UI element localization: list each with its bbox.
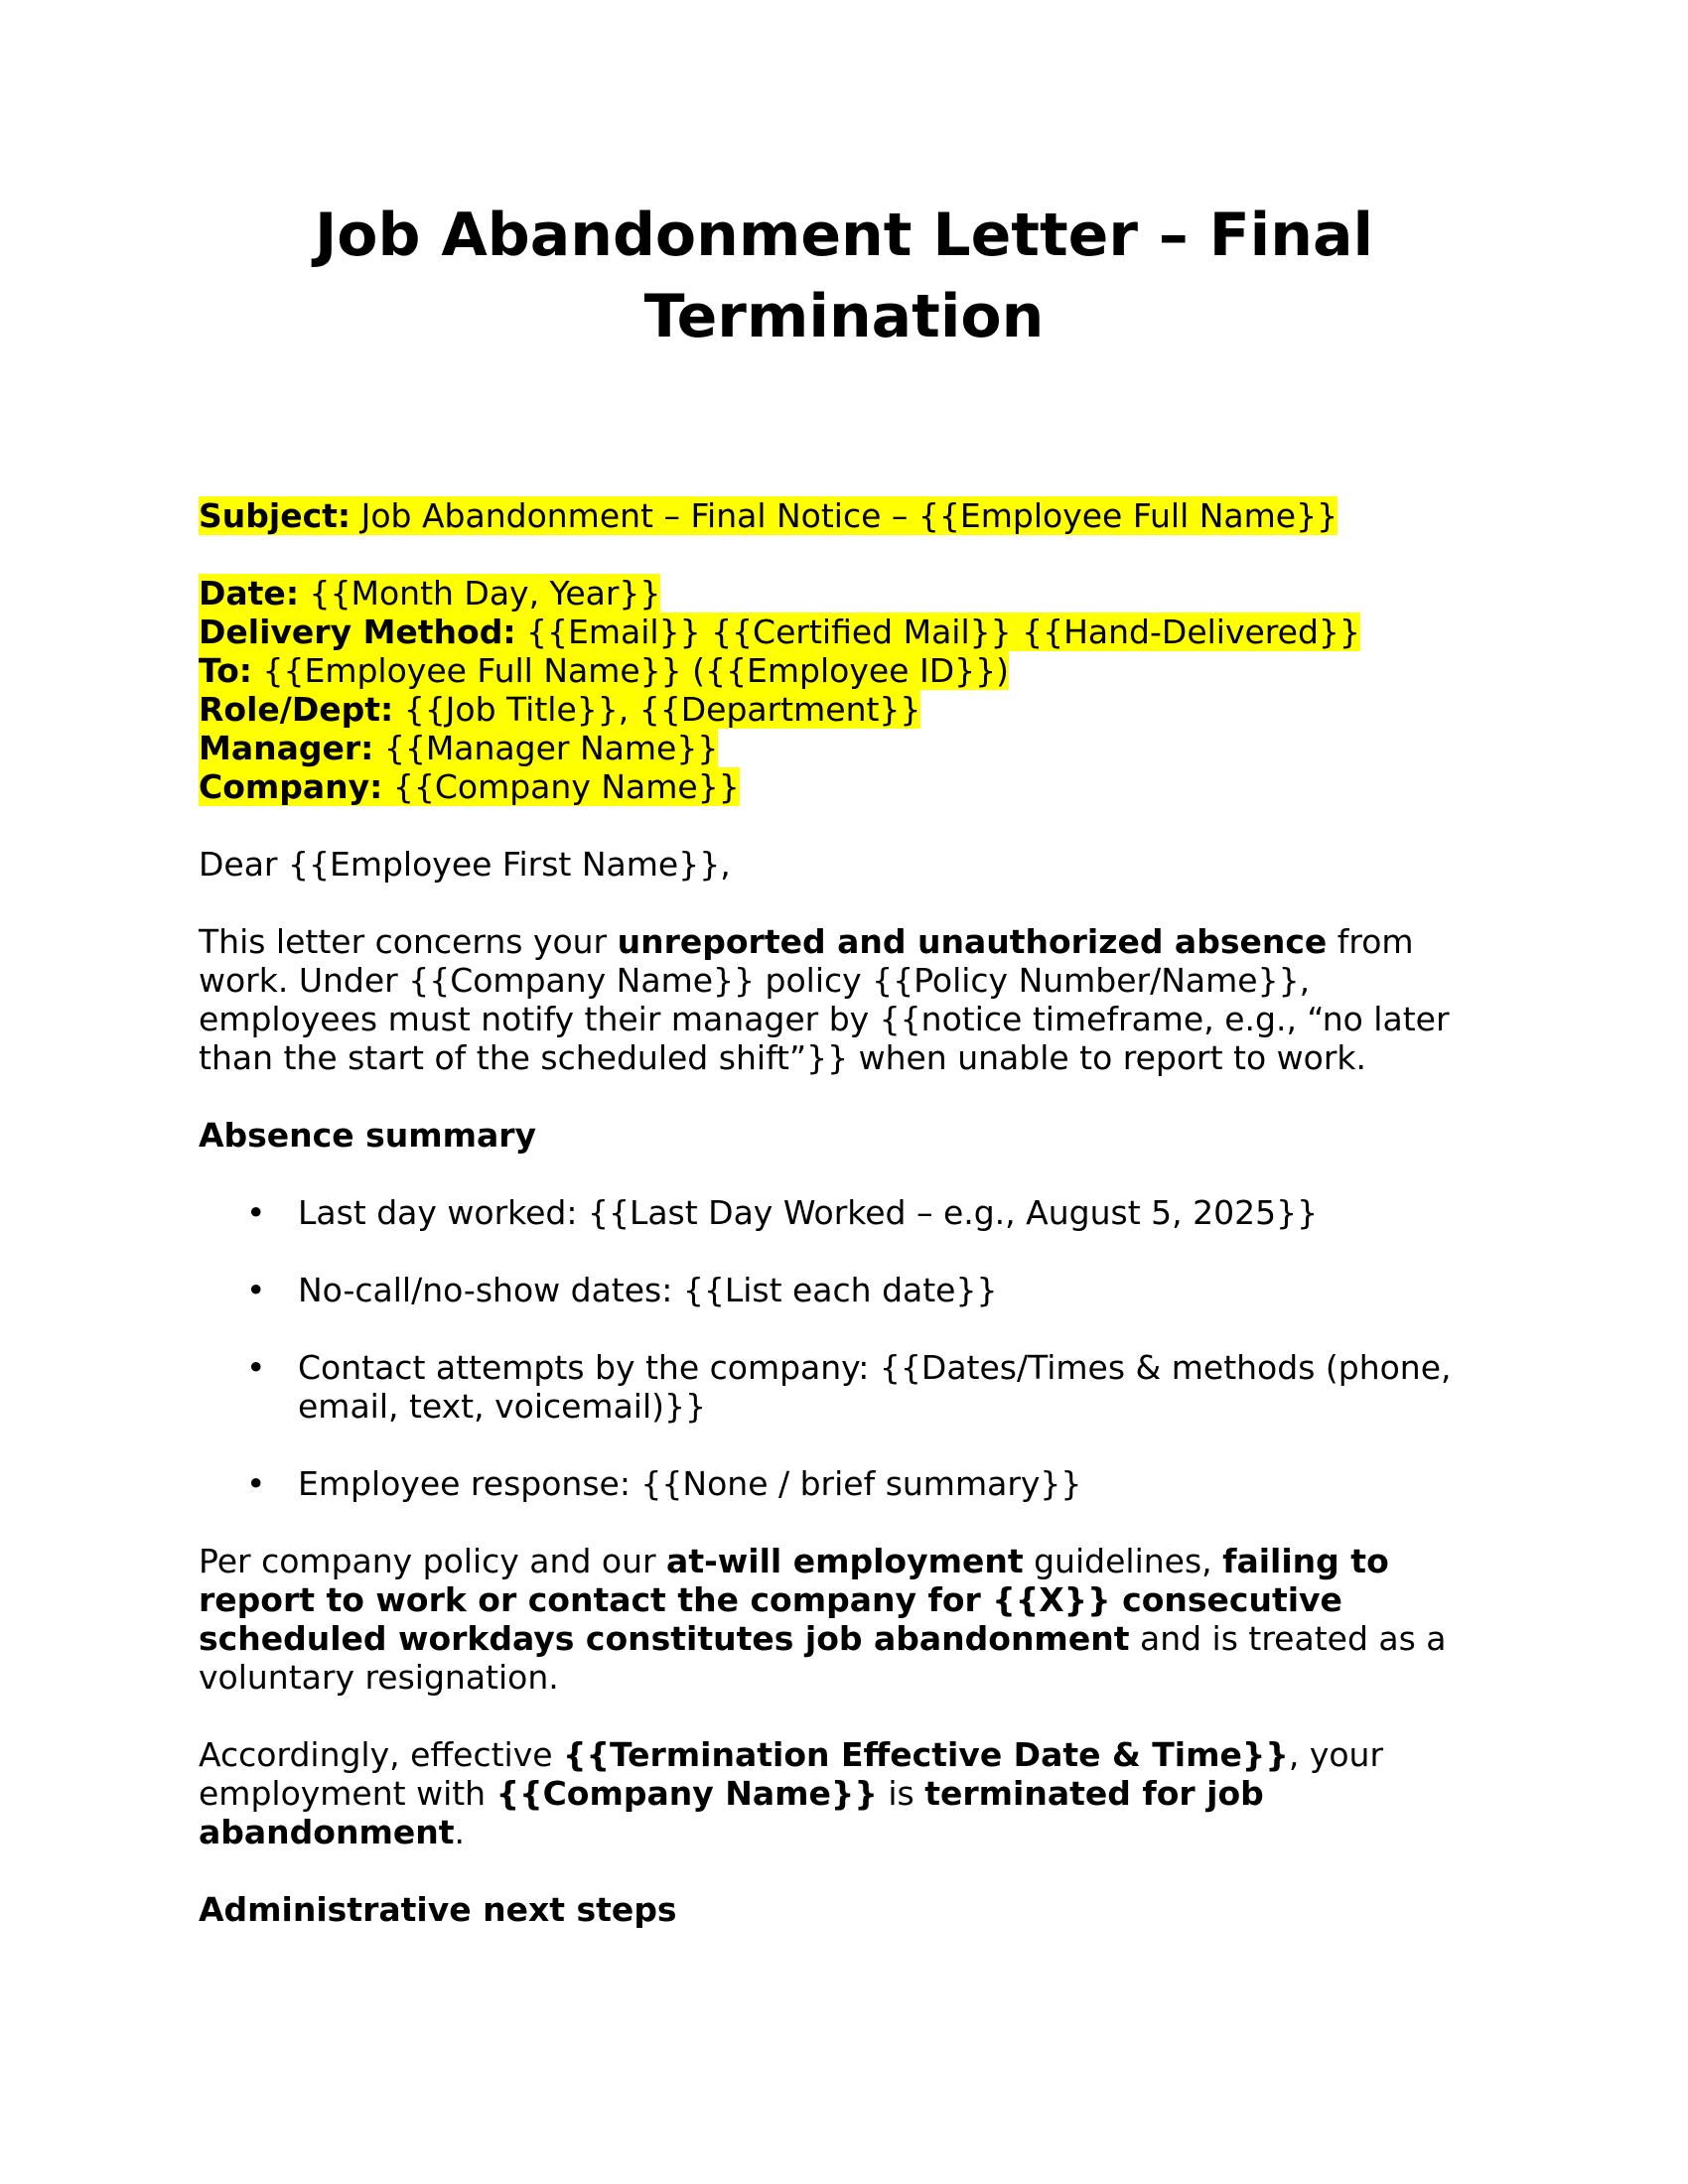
date-value: {{Month Day, Year}}	[299, 574, 661, 613]
unreported-absence-emphasis: unreported and unauthorized absence	[617, 922, 1328, 961]
subject-highlight	[199, 496, 1337, 535]
letter-header-fields	[199, 574, 1489, 806]
list-item: • No-call/no-show dates: {{List each date}}	[246, 1271, 998, 1309]
next-steps-heading: Administrative next steps	[199, 1890, 677, 1929]
manager-label: Manager:	[199, 729, 374, 767]
document-title: Job Abandonment Letter – Final Termination	[314, 201, 1374, 351]
company-name-emphasis: {{Company Name}}	[495, 1774, 878, 1813]
bullet-icon: •	[246, 1348, 266, 1387]
company-value: {{Company Name}}	[382, 767, 740, 806]
manager-value: {{Manager Name}}	[373, 729, 719, 767]
role-dept-value: {{Job Title}}, {{Department}}	[393, 690, 921, 729]
bullet-icon: •	[246, 1271, 266, 1309]
to-value: {{Employee Full Name}} ({{Employee ID}})	[252, 651, 1009, 690]
delivery-method-value: {{Email}} {{Certified Mail}} {{Hand-Delivered}}	[515, 613, 1360, 651]
header-field-to	[199, 651, 1489, 690]
job-abandonment-definition: failing to report to work or contact the company for {{X}} consecutive scheduled workdays constitutes job abandonment	[199, 1542, 1389, 1658]
policy-paragraph: Per company policy and our at-will employment guidelines, failing to report to work or contact the company for {{X}} consecutive scheduled workdays constitutes job abandonment and is treated as a voluntary resignation.	[199, 1542, 1447, 1697]
role-dept-label: Role/Dept:	[199, 690, 394, 729]
subject-label: Subject:	[199, 496, 352, 535]
header-field-company	[199, 767, 1489, 806]
termination-date-emphasis: {{Termination Effective Date & Time}}	[563, 1735, 1289, 1774]
absence-summary-list	[199, 1193, 1489, 1503]
company-label: Company:	[199, 767, 383, 806]
list-item: • Contact attempts by the company: {{Dates/Times & methods (phone, email, text, voicemail)}}	[246, 1348, 1452, 1426]
termination-paragraph: Accordingly, effective {{Termination Effective Date & Time}}, your employment with {{Company Name}} is terminated for job abandonment.	[199, 1735, 1384, 1851]
list-item: • Employee response: {{None / brief summary}}	[246, 1464, 1082, 1503]
subject-value: Job Abandonment – Final Notice – {{Employee Full Name}}	[351, 496, 1338, 535]
intro-paragraph: This letter concerns your unreported and unauthorized absence from work. Under {{Company Name}} policy {{Policy Number/Name}}, employees must notify their manager by {{notice timeframe, e.g., “no later than the start of the scheduled shift”}} when unable to report to work.	[199, 922, 1450, 1077]
at-will-emphasis: at-will employment	[666, 1542, 1024, 1580]
header-field-role-dept	[199, 690, 1489, 729]
header-field-date	[199, 574, 1489, 613]
list-item: • Last day worked: {{Last Day Worked – e.g., August 5, 2025}}	[246, 1193, 1319, 1232]
header-field-delivery-method	[199, 613, 1489, 651]
to-label: To:	[199, 651, 252, 690]
header-field-manager	[199, 729, 1489, 767]
bullet-icon: •	[246, 1193, 266, 1232]
terminated-emphasis: terminated for job abandonment	[199, 1774, 1264, 1851]
bullet-icon: •	[246, 1464, 266, 1503]
subject-line	[199, 496, 1489, 535]
delivery-method-label: Delivery Method:	[199, 613, 516, 651]
letter-body	[199, 496, 1489, 1968]
absence-summary-heading: Absence summary	[199, 1116, 537, 1155]
date-label: Date:	[199, 574, 300, 613]
salutation: Dear {{Employee First Name}},	[199, 845, 731, 884]
